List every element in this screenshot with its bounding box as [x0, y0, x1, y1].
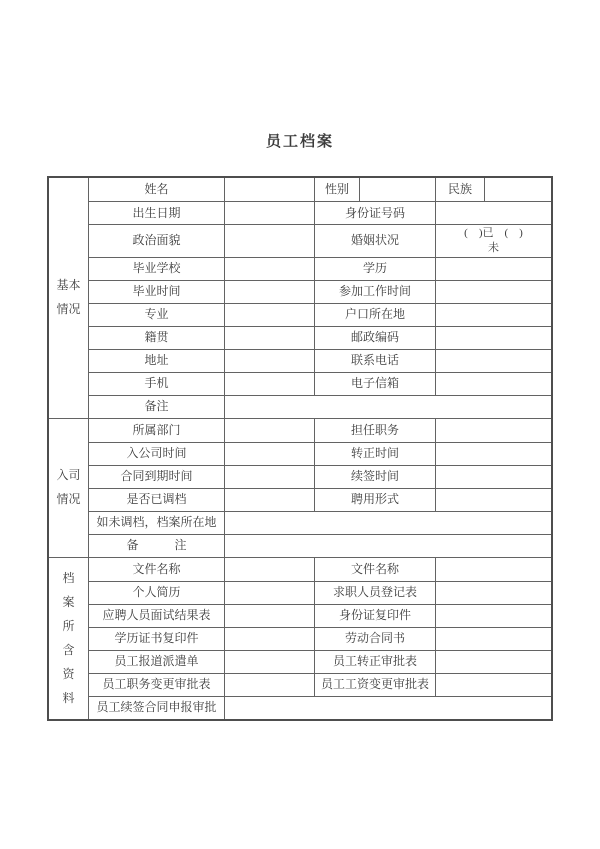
- field-value: [435, 582, 551, 604]
- field-label: 聘用形式: [314, 489, 435, 511]
- table-row: [89, 488, 551, 511]
- field-value: [224, 628, 314, 650]
- field-label: 求职人员登记表: [314, 582, 435, 604]
- field-label: 电子信箱: [314, 373, 435, 395]
- table-row: [89, 349, 551, 372]
- section-basic-info: [49, 178, 551, 418]
- field-label: 员工报道派遣单: [114, 654, 199, 669]
- section-title-line: 所: [62, 618, 75, 633]
- section-title-line: 档: [62, 570, 75, 585]
- field-label: 身份证复印件: [314, 605, 435, 627]
- field-label: 应聘人员面试结果表: [102, 608, 211, 623]
- table-row: [89, 326, 551, 349]
- field-value: [435, 605, 551, 627]
- section-title-line: 入司: [56, 468, 81, 483]
- field-label: 毕业时间: [132, 284, 181, 299]
- field-value: [435, 350, 551, 372]
- field-value: [224, 512, 551, 534]
- field-value: [435, 651, 551, 673]
- field-label: 学历: [314, 258, 435, 280]
- field-label: 手机: [144, 376, 169, 391]
- field-value-line: ( )已 ( ): [464, 227, 523, 239]
- field-value: [224, 605, 314, 627]
- field-label: 专业: [144, 307, 169, 322]
- table-row: [89, 558, 551, 581]
- field-value: [224, 373, 314, 395]
- field-value: [435, 225, 551, 257]
- table-row: [89, 303, 551, 326]
- field-label: 所属部门: [132, 422, 181, 437]
- field-label: 员工职务变更审批表: [102, 677, 211, 692]
- table-row: [89, 395, 551, 418]
- field-label: 政治面貌: [132, 233, 181, 248]
- field-value: [224, 443, 314, 465]
- section-title: [49, 558, 89, 719]
- field-value: [224, 396, 551, 418]
- field-value: [224, 202, 314, 224]
- page-title: 员工档案: [265, 134, 334, 150]
- field-label: 员工转正审批表: [314, 651, 435, 673]
- section-rows: [89, 419, 551, 557]
- field-value: [359, 178, 435, 201]
- section-entry-info: [49, 418, 551, 557]
- field-value: [435, 489, 551, 511]
- field-label: 劳动合同书: [314, 628, 435, 650]
- field-value: [435, 258, 551, 280]
- field-label: 户口所在地: [314, 304, 435, 326]
- section-archive-contents: [49, 557, 551, 719]
- table-row: [89, 511, 551, 534]
- field-value: [224, 327, 314, 349]
- field-value-line: 未: [488, 241, 499, 254]
- section-title: [49, 178, 89, 418]
- field-label: 文件名称: [314, 558, 435, 581]
- table-row: [89, 650, 551, 673]
- table-row: [89, 673, 551, 696]
- field-label: 联系电话: [314, 350, 435, 372]
- field-label: 员工工资变更审批表: [314, 674, 435, 696]
- field-value: [224, 697, 551, 719]
- field-label: 转正时间: [314, 443, 435, 465]
- field-label: 参加工作时间: [314, 281, 435, 303]
- field-value: [435, 304, 551, 326]
- section-title-line: 含: [62, 642, 75, 657]
- table-row: [89, 178, 551, 201]
- field-label: 合同到期时间: [120, 469, 193, 484]
- field-value: [435, 443, 551, 465]
- table-row: [89, 280, 551, 303]
- field-value: [435, 327, 551, 349]
- field-label: 学历证书复印件: [114, 631, 199, 646]
- field-value: [435, 674, 551, 696]
- field-label: 毕业学校: [132, 261, 181, 276]
- table-row: [89, 581, 551, 604]
- table-row: [89, 465, 551, 488]
- field-label: 地址: [144, 353, 169, 368]
- field-label: 籍贯: [144, 330, 169, 345]
- field-value: [484, 178, 551, 201]
- table-row: [89, 604, 551, 627]
- section-title-line: 案: [62, 594, 75, 609]
- field-label: 入公司时间: [126, 446, 187, 461]
- field-value: [435, 466, 551, 488]
- field-value: [435, 419, 551, 442]
- field-value: [435, 281, 551, 303]
- field-value: [435, 202, 551, 224]
- field-label: 个人简历: [132, 585, 181, 600]
- field-value: [224, 582, 314, 604]
- field-label: 出生日期: [132, 205, 181, 220]
- field-label: 邮政编码: [314, 327, 435, 349]
- field-value: [224, 558, 314, 581]
- section-title-line: 资: [62, 666, 75, 681]
- field-value: [435, 628, 551, 650]
- form-table: [47, 176, 553, 721]
- field-value: [224, 304, 314, 326]
- section-title-line: 情况: [56, 302, 81, 317]
- field-label: 文件名称: [132, 561, 181, 576]
- section-title: [49, 419, 89, 557]
- field-value: [224, 651, 314, 673]
- table-row: [89, 534, 551, 557]
- field-label: 性别: [314, 178, 359, 201]
- field-label: 担任职务: [314, 419, 435, 442]
- field-value: [224, 258, 314, 280]
- section-title-line: 情况: [56, 492, 81, 507]
- field-label: 姓名: [144, 182, 169, 196]
- field-value: [435, 558, 551, 581]
- table-row: [89, 372, 551, 395]
- field-label: 身份证号码: [314, 202, 435, 224]
- field-value: [224, 281, 314, 303]
- table-row: [89, 419, 551, 442]
- section-rows: [89, 178, 551, 418]
- table-row: [89, 224, 551, 257]
- field-label: 如未调档，档案所在地: [96, 515, 217, 530]
- field-value: [224, 489, 314, 511]
- field-value: [224, 674, 314, 696]
- section-title-line: 料: [62, 690, 75, 705]
- table-row: [89, 696, 551, 719]
- field-value: [224, 419, 314, 442]
- section-title-line: 基本: [56, 278, 81, 293]
- field-label: 民族: [435, 178, 484, 201]
- field-label: 备注: [144, 399, 169, 414]
- field-value: [435, 373, 551, 395]
- field-value: [224, 535, 551, 557]
- field-value: [224, 178, 314, 201]
- table-row: [89, 257, 551, 280]
- section-rows: [89, 558, 551, 719]
- field-value: [224, 466, 314, 488]
- field-label: 员工续签合同申报审批: [96, 700, 217, 715]
- field-value: [224, 350, 314, 372]
- field-label: 婚姻状况: [314, 225, 435, 257]
- table-row: [89, 627, 551, 650]
- field-label: 续签时间: [314, 466, 435, 488]
- table-row: [89, 442, 551, 465]
- field-label: 是否已调档: [126, 492, 187, 507]
- table-row: [89, 201, 551, 224]
- field-value: [224, 225, 314, 257]
- field-label: 备 注: [126, 538, 187, 553]
